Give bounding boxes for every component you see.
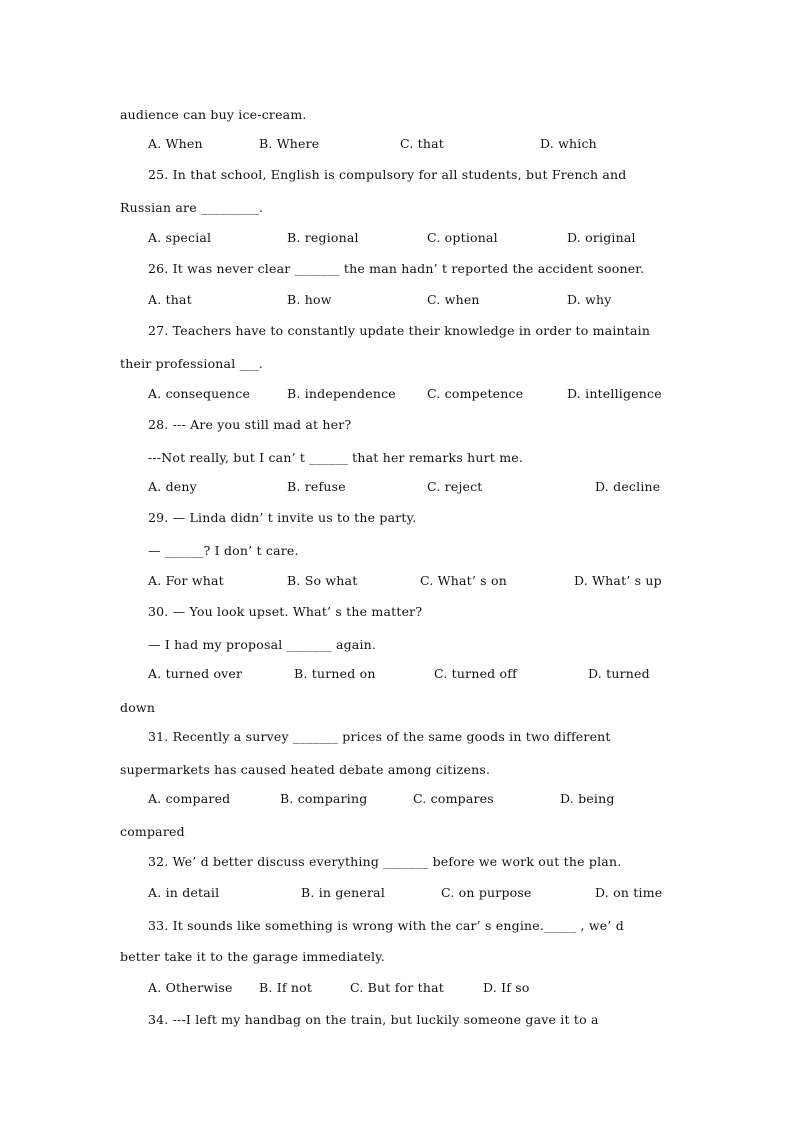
q26-option-a: A. that <box>148 292 192 307</box>
q28-option-d: D. decline <box>595 479 661 494</box>
question-31-stem-cont: supermarkets has caused heated debate among citizens. <box>120 762 491 777</box>
q29-option-c: C. What’ s on <box>420 573 507 588</box>
q27-option-b: B. independence <box>287 386 396 401</box>
q27-option-a: A. consequence <box>148 386 251 401</box>
question-33-stem-cont: better take it to the garage immediately. <box>120 949 385 964</box>
question-25-stem: 25. In that school, English is compulsory for all students, but French and <box>148 167 627 182</box>
q27-option-d: D. intelligence <box>567 386 662 401</box>
question-34-stem: 34. ---I left my handbag on the train, but luckily someone gave it to a <box>148 1012 599 1027</box>
q25-option-c: C. optional <box>427 230 498 245</box>
q31-option-b: B. comparing <box>280 791 368 806</box>
q26-option-b: B. how <box>287 292 332 307</box>
q30-option-b: B. turned on <box>294 666 376 681</box>
q30-option-d: D. turned <box>588 666 650 681</box>
question-31-stem: 31. Recently a survey _______ prices of the same goods in two different <box>148 729 611 744</box>
q30-option-c: C. turned off <box>434 666 517 681</box>
q25-option-a: A. special <box>148 230 212 245</box>
q24-option-d: D. which <box>540 136 597 151</box>
q25-option-d: D. original <box>567 230 636 245</box>
q26-option-c: C. when <box>427 292 480 307</box>
question-29-stem: 29. — Linda didn’ t invite us to the party. <box>148 510 417 525</box>
q31-option-d: D. being <box>560 791 615 806</box>
q30-option-a: A. turned over <box>148 666 243 681</box>
question-27-stem-cont: their professional ___. <box>120 356 264 371</box>
q26-option-d: D. why <box>567 292 612 307</box>
q24-option-a: A. When <box>148 136 203 151</box>
q33-option-a: A. Otherwise <box>148 980 233 995</box>
q33-option-c: C. But for that <box>350 980 444 995</box>
question-24-continuation: audience can buy ice-cream. <box>120 107 307 122</box>
q31-option-d-cont: compared <box>120 824 185 839</box>
question-27-stem: 27. Teachers have to constantly update their knowledge in order to maintain <box>148 323 651 338</box>
question-26-stem: 26. It was never clear _______ the man hadn’ t reported the accident sooner. <box>148 261 645 276</box>
q28-option-c: C. reject <box>427 479 483 494</box>
q29-option-b: B. So what <box>287 573 358 588</box>
q32-option-b: B. in general <box>301 885 386 900</box>
q31-option-a: A. compared <box>148 791 231 806</box>
question-28-reply: ---Not really, but I can’ t ______ that her remarks hurt me. <box>148 450 524 465</box>
question-30-reply: — I had my proposal _______ again. <box>148 637 377 652</box>
q33-option-d: D. If so <box>483 980 530 995</box>
q27-option-c: C. competence <box>427 386 524 401</box>
question-29-reply: — ______? I don’ t care. <box>148 543 299 558</box>
q31-option-c: C. compares <box>413 791 494 806</box>
question-28-stem: 28. --- Are you still mad at her? <box>148 417 352 432</box>
question-32-stem: 32. We’ d better discuss everything _______ before we work out the plan. <box>148 854 622 869</box>
q28-option-a: A. deny <box>148 479 197 494</box>
q29-option-d: D. What’ s up <box>574 573 662 588</box>
q32-option-d: D. on time <box>595 885 663 900</box>
q33-option-b: B. If not <box>259 980 313 995</box>
q24-option-b: B. Where <box>259 136 320 151</box>
question-30-stem: 30. — You look upset. What’ s the matter? <box>148 604 423 619</box>
q30-option-d-cont: down <box>120 700 156 715</box>
question-25-stem-cont: Russian are _________. <box>120 200 264 215</box>
q25-option-b: B. regional <box>287 230 359 245</box>
q24-option-c: C. that <box>400 136 445 151</box>
q32-option-a: A. in detail <box>148 885 220 900</box>
question-33-stem: 33. It sounds like something is wrong with the car’ s engine._____ , we’ d <box>148 918 624 933</box>
q32-option-c: C. on purpose <box>441 885 532 900</box>
q28-option-b: B. refuse <box>287 479 346 494</box>
q29-option-a: A. For what <box>148 573 224 588</box>
